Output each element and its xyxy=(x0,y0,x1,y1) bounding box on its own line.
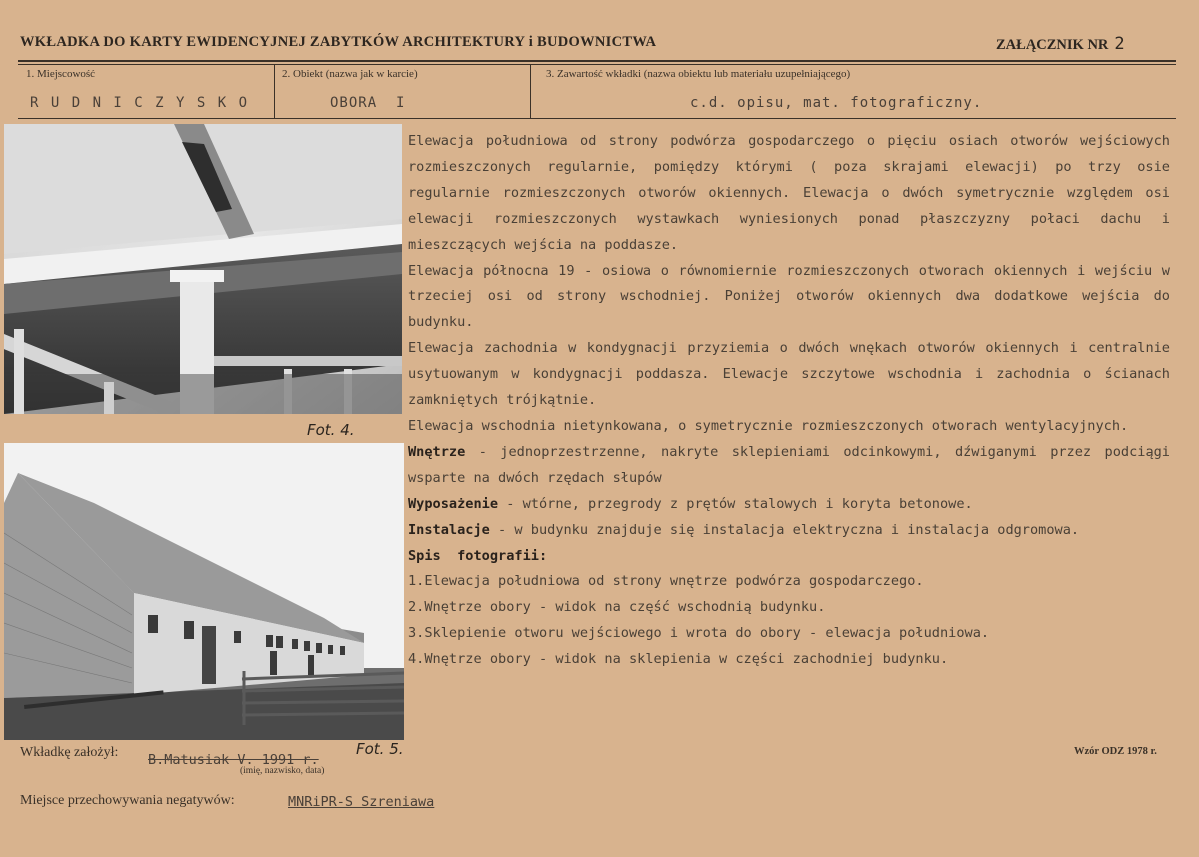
desc-installations xyxy=(408,518,1170,544)
header-rule-top xyxy=(18,60,1176,62)
annex-label xyxy=(996,34,1125,54)
author-label: Wkładkę założył: xyxy=(20,745,119,760)
photo-exterior-image xyxy=(4,443,404,740)
photo-exterior-label: Fot. 5. xyxy=(356,740,404,758)
desc-east-elevation: Elewacja wschodnia nietynkowana, o symetrycznie rozmieszczonych otworach wentylacyjnych. xyxy=(408,417,1129,434)
equipment-label: Wyposażenie xyxy=(408,495,499,512)
storage-value: MNRiPR-S Szreniawa xyxy=(288,794,435,810)
annex-number: 2 xyxy=(1114,34,1125,54)
photo-list-item: 3.Sklepienie otworu wejściowego i wrota do obory - elewacja południowa. xyxy=(408,625,990,642)
desc-west-elevation: Elewacja zachodnia w kondygnacji przyziemia o dwóch wnękach otworów okiennych i centralnie usytuowanym w kondygnacji poddasza. Elewacje szczytowe wschodnia i zachodnia o ścianach zamkniętych trójkątnie. xyxy=(408,340,1170,409)
author-value: B.Matusiak V. 1991 r. xyxy=(148,752,319,768)
object-value: OBORA I xyxy=(330,95,406,111)
header-rule-top-thin xyxy=(18,64,1176,65)
content-value: c.d. opisu, mat. fotograficzny. xyxy=(690,95,983,111)
object-label: 2. Obiekt (nazwa jak w karcie) xyxy=(282,68,418,80)
field-row-rule xyxy=(18,118,1176,119)
field-divider-1 xyxy=(274,64,275,118)
locality-label: 1. Miejscowość xyxy=(26,68,96,80)
desc-north-elevation: Elewacja północna 19 - osiowa o równomiernie rozmieszczonych otworach okiennych i wejściu w trzeciej osi od strony wschodniej. Poniżej otworów okiennych dwa dodatkowe wejścia do budynku. xyxy=(408,262,1170,331)
description xyxy=(408,129,1170,673)
photo-list-item: 1.Elewacja południowa od strony wnętrze podwórza gospodarczego. xyxy=(408,573,924,590)
photo-interior-label: Fot. 4. xyxy=(307,421,355,439)
photo-interior-image xyxy=(4,124,402,414)
installations-text: - w budynku znajduje się instalacja elektryczna i instalacja odgromowa. xyxy=(489,521,1080,538)
desc-interior xyxy=(408,440,1170,492)
storage-label: Miejsce przechowywania negatywów: xyxy=(20,793,235,808)
photo-interior xyxy=(4,124,402,414)
form-pattern: Wzór ODZ 1978 r. xyxy=(1074,746,1157,757)
equipment-text: - wtórne, przegrody z prętów stalowych i koryta betonowe. xyxy=(498,495,973,512)
photo-exterior xyxy=(4,443,404,740)
photos-list-heading xyxy=(408,544,1170,570)
interior-text: - jednoprzestrzenne, nakryte sklepieniami odcinkowymi, dźwiganymi przez podciągi wsparte na dwóch rzędach słupów xyxy=(408,443,1170,486)
content-label: 3. Zawartość wkładki (nazwa obiektu lub materiału uzupełniającego) xyxy=(546,68,851,80)
annex-label-text: ZAŁĄCZNIK NR xyxy=(996,37,1109,53)
locality-value: R U D N I C Z Y S K O xyxy=(30,95,250,111)
field-divider-2 xyxy=(530,64,531,118)
photo-list-item: 2.Wnętrze obory - widok na część wschodnią budynku. xyxy=(408,599,826,616)
photos-list-label: Spis fotografii: xyxy=(408,547,548,564)
installations-label: Instalacje xyxy=(408,521,490,538)
photo-list-item: 4.Wnętrze obory - widok na sklepienia w części zachodniej budynku. xyxy=(408,651,949,668)
interior-label: Wnętrze xyxy=(408,443,466,460)
card-title: WKŁADKA DO KARTY EWIDENCYJNEJ ZABYTKÓW ARCHITEKTURY i BUDOWNICTWA xyxy=(20,34,657,50)
desc-south-elevation: Elewacja południowa od strony podwórza gospodarczego o pięciu osiach otworów wejściowych rozmieszczonych regularnie, pomiędzy którymi ( poza skrajami elewacji) po trzy osie regularnie rozmieszczonych otworów okiennych. Elewacja o dwóch symetrycznie względem osi elewacji rozmieszczonych wystawkach wyniesionych ponad płaszczyzny połaci dachu i mieszczących wejścia na poddasze. xyxy=(408,133,1170,253)
author-caption: (imię, nazwisko, data) xyxy=(240,766,325,776)
desc-equipment xyxy=(408,492,1170,518)
